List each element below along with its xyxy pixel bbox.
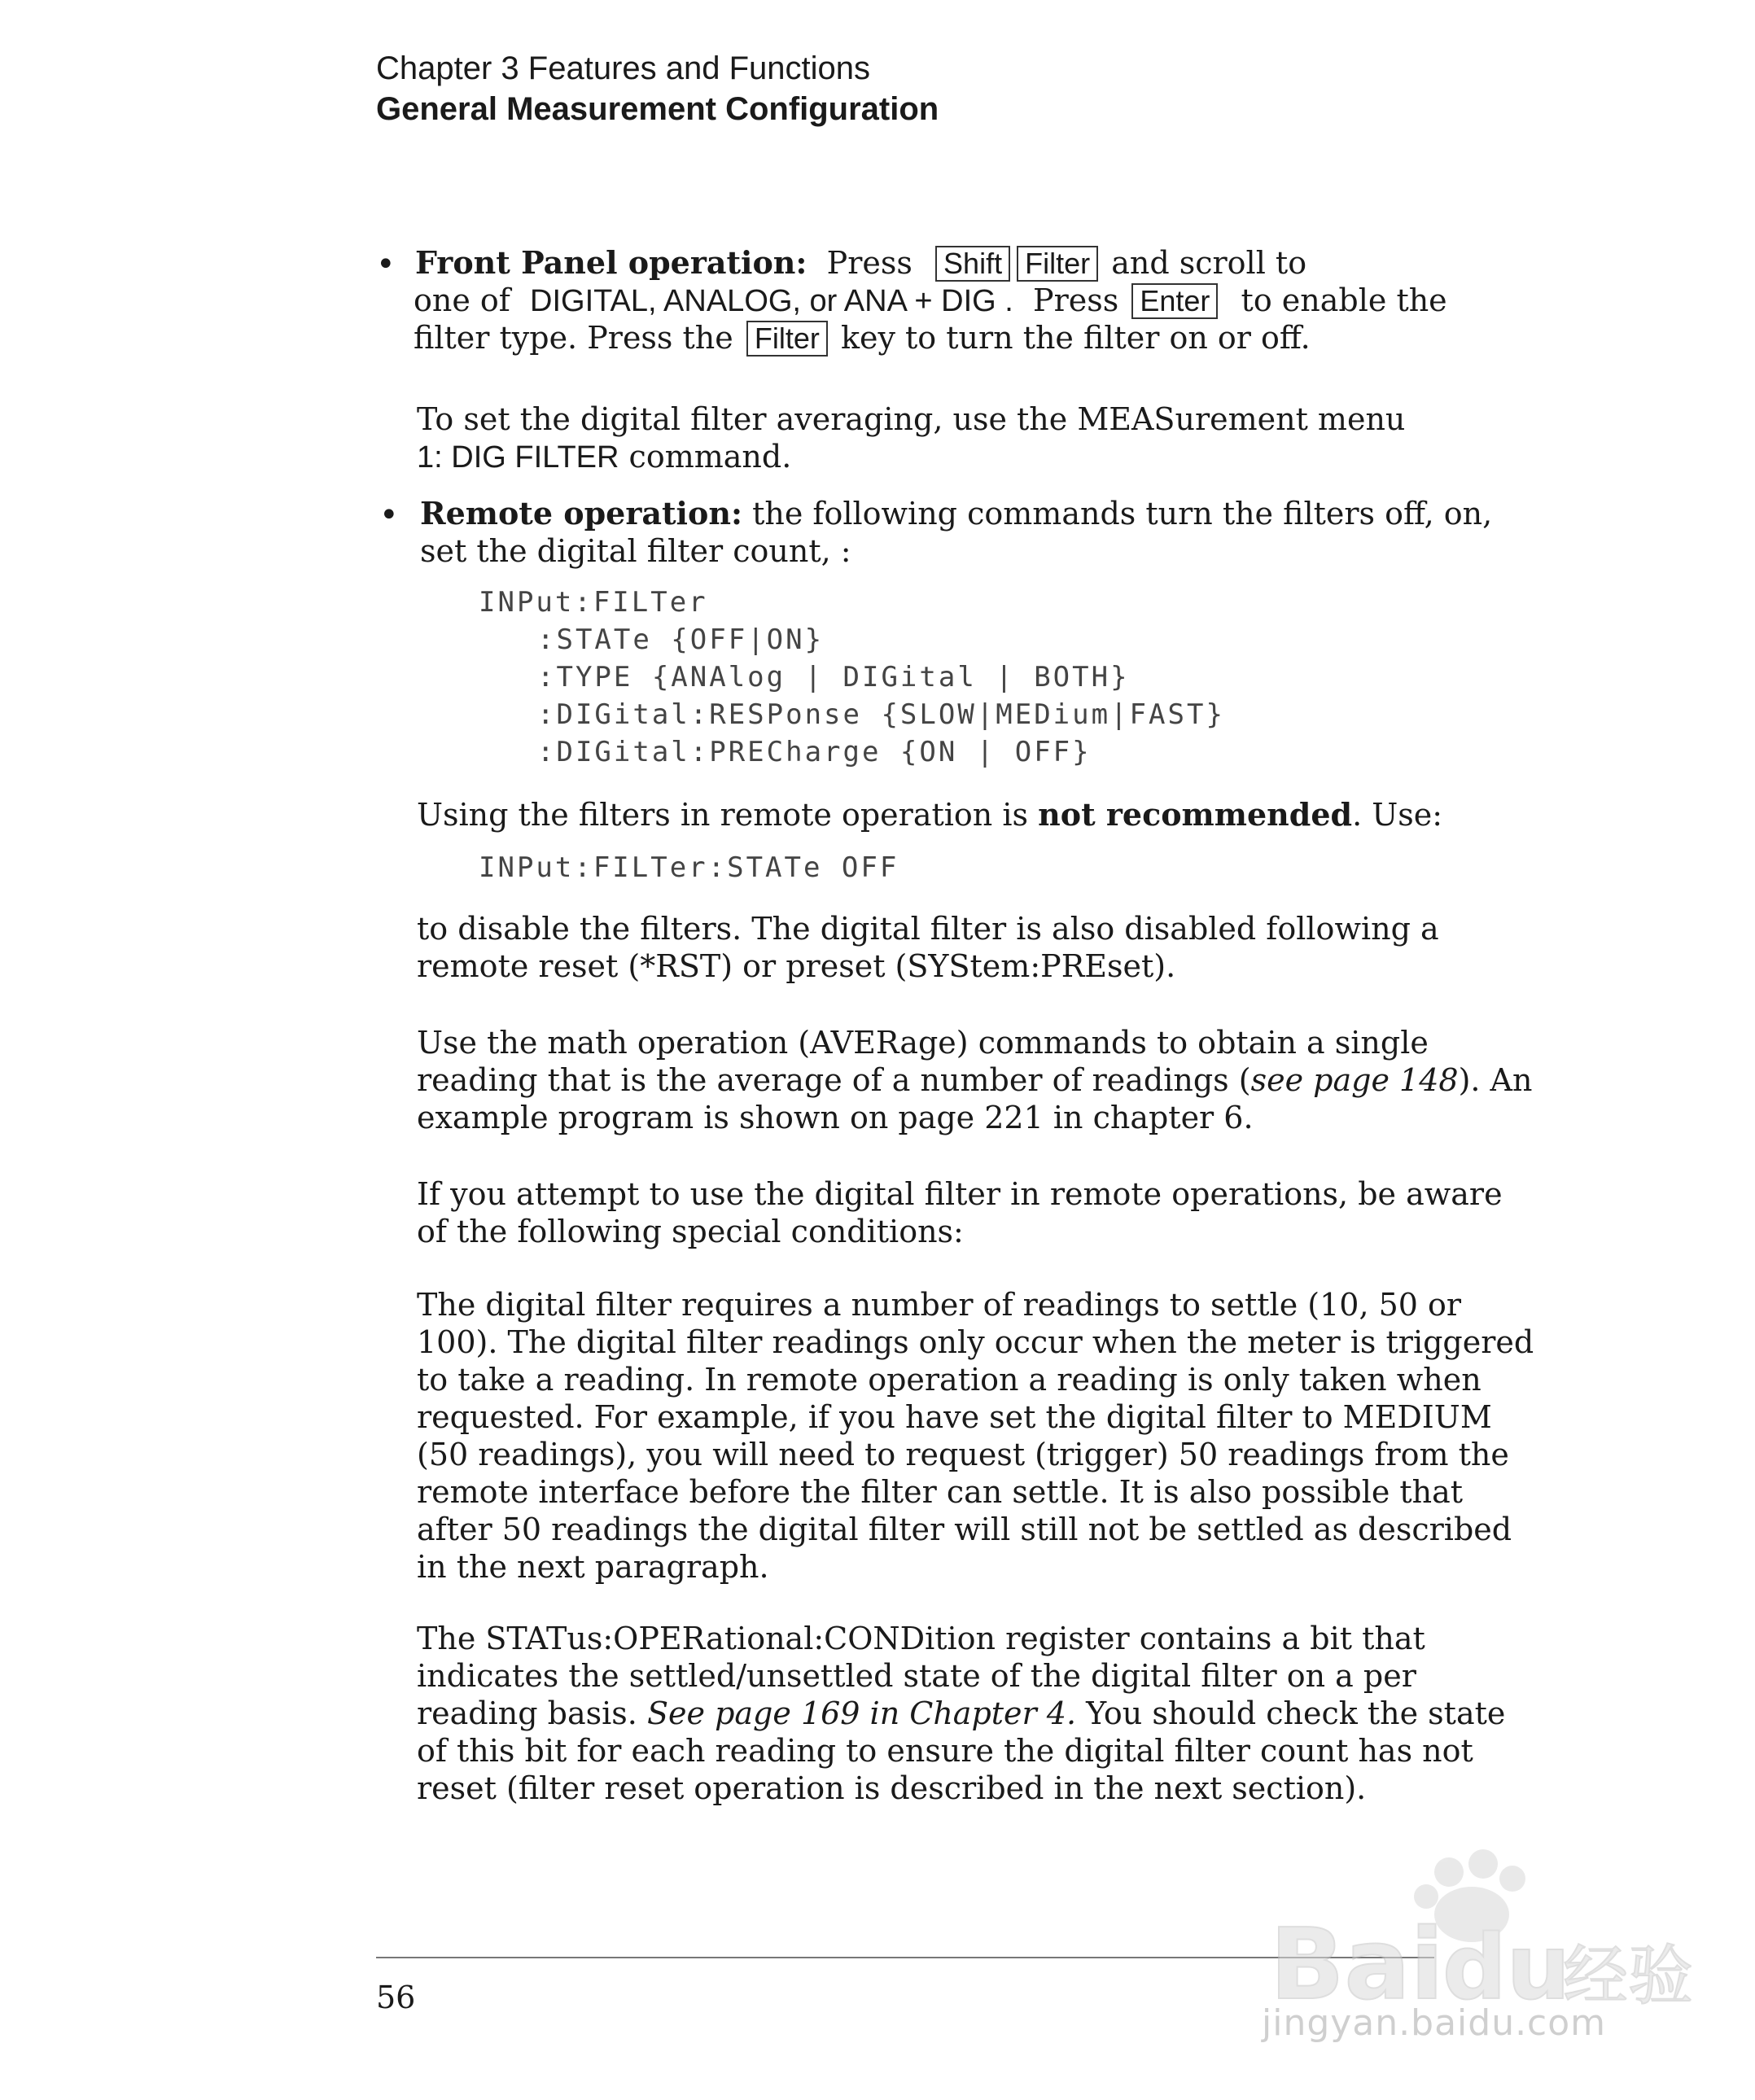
status-line-2: indicates the settled/unsettled state of the digital filter on a per xyxy=(417,1658,1416,1694)
disable-line-2: remote reset (*RST) or preset (SYStem:PREset). xyxy=(417,948,1176,984)
status-line-3: reading basis. See page 169 in Chapter 4. You should check the state xyxy=(417,1695,1506,1731)
remote-line-2: set the digital filter count, : xyxy=(420,533,851,569)
bullet-front-panel: • xyxy=(376,246,396,283)
front-panel-line-3: filter type. Press the Filter key to turn the filter on or off. xyxy=(414,320,1311,356)
settle-line: 100). The digital filter readings only occur when the meter is triggered xyxy=(417,1324,1534,1360)
key-shift: Shift xyxy=(935,246,1010,282)
running-header-section: General Measurement Configuration xyxy=(376,91,939,127)
svg-text:du: du xyxy=(1442,1915,1571,2019)
display-dig-filter: 1: DIG FILTER xyxy=(417,440,619,475)
settle-line: in the next paragraph. xyxy=(417,1549,769,1585)
remote-line-1: Remote operation: the following commands turn the filters off, on, xyxy=(420,495,1493,532)
math-line-2: reading that is the average of a number of readings (see page 148). An xyxy=(417,1062,1533,1098)
settle-line: The digital filter requires a number of readings to settle (10, 50 or xyxy=(417,1287,1462,1323)
status-line-1: The STATus:OPERational:CONDition register contains a bit that xyxy=(417,1621,1425,1656)
math-line-1: Use the math operation (AVERage) commands to obtain a single xyxy=(417,1025,1429,1061)
code-line: :TYPE {ANAlog | DIGital | BOTH} xyxy=(537,661,1130,693)
code-line: INPut:FILTer:STATe OFF xyxy=(479,851,899,884)
code-line: :STATe {OFF|ON} xyxy=(537,623,825,656)
key-filter-2: Filter xyxy=(746,321,828,357)
status-line-4: of this bit for each reading to ensure the digital filter count has not xyxy=(417,1733,1473,1769)
code-line: :DIGital:RESPonse {SLOW|MEDium|FAST} xyxy=(537,698,1225,731)
front-panel-line-2: one of DIGITAL, ANALOG, or ANA + DIG . Press Enter to enable the xyxy=(414,282,1447,318)
key-enter: Enter xyxy=(1131,283,1218,319)
running-header-chapter: Chapter 3 Features and Functions xyxy=(376,50,871,86)
not-recommended-line: Using the filters in remote operation is not recommended. Use: xyxy=(417,796,1443,833)
display-options: DIGITAL, ANALOG, or ANA + DIG . xyxy=(530,284,1013,318)
page-number: 56 xyxy=(376,1980,416,2015)
settle-line: requested. For example, if you have set the digital filter to MEDIUM xyxy=(417,1399,1492,1435)
settle-line: remote interface before the filter can settle. It is also possible that xyxy=(417,1474,1464,1510)
watermark-url: jingyan.baidu.com xyxy=(1262,2002,1607,2044)
attempt-line-1: If you attempt to use the digital filter in remote operations, be aware xyxy=(417,1176,1503,1212)
disable-line-1: to disable the filters. The digital filter is also disabled following a xyxy=(417,911,1439,947)
digital-filter-averaging-line-2: 1: DIG FILTER command. xyxy=(417,439,792,475)
status-line-5: reset (filter reset operation is described in the next section). xyxy=(417,1770,1367,1806)
key-filter: Filter xyxy=(1017,246,1098,282)
math-line-3: example program is shown on page 221 in chapter 6. xyxy=(417,1100,1254,1135)
svg-text:Bai: Bai xyxy=(1270,1909,1444,2022)
settle-line: after 50 readings the digital filter will still not be settled as described xyxy=(417,1512,1512,1547)
front-panel-line-1: Front Panel operation: Press Shift Filter and scroll to xyxy=(415,244,1307,281)
code-line: INPut:FILTer xyxy=(479,586,708,619)
digital-filter-averaging-line-1: To set the digital filter averaging, use the MEASurement menu xyxy=(417,401,1406,437)
settle-line: to take a reading. In remote operation a reading is only taken when xyxy=(417,1362,1481,1398)
svg-text:经验: 经验 xyxy=(1563,1938,1693,2014)
attempt-line-2: of the following special conditions: xyxy=(417,1214,964,1249)
code-line: :DIGital:PRECharge {ON | OFF} xyxy=(537,736,1092,768)
settle-line: (50 readings), you will need to request (trigger) 50 readings from the xyxy=(417,1437,1509,1472)
bullet-remote: • xyxy=(379,497,399,534)
